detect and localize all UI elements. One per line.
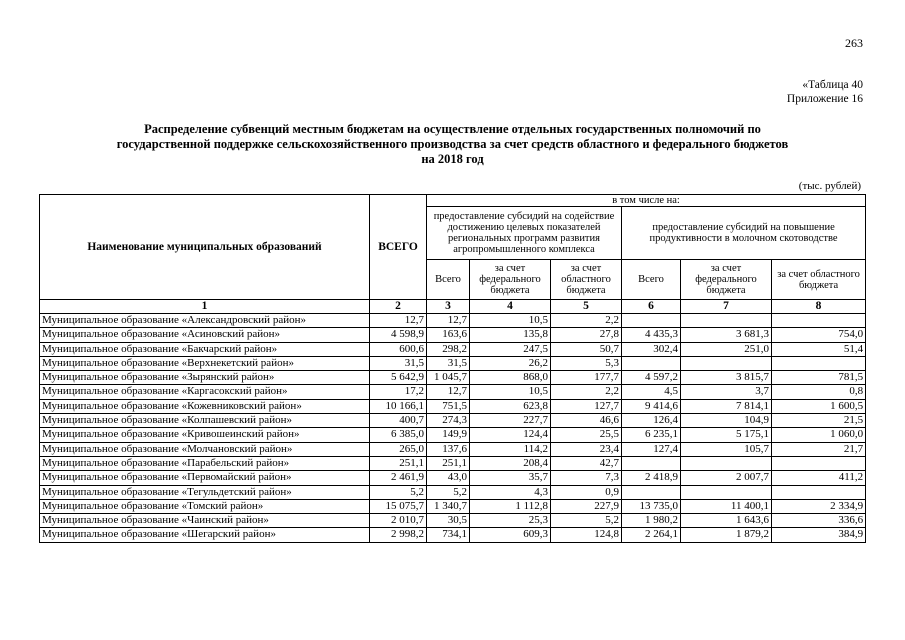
g1-total-cell: 274,3 (427, 414, 470, 428)
total-cell: 12,7 (370, 314, 427, 328)
municipality-name: Муниципальное образование «Тегульдетский район» (40, 485, 370, 499)
table-row (40, 428, 866, 442)
table-row (40, 371, 866, 385)
g1-regional-cell: 177,7 (551, 371, 622, 385)
g1-total-cell: 12,7 (427, 314, 470, 328)
g2-total-cell: 2 264,1 (622, 528, 681, 542)
column-number: 1 (40, 300, 370, 314)
budget-table (39, 194, 866, 543)
g2-regional-cell: 21,7 (772, 442, 866, 456)
g2-federal-cell: 105,7 (681, 442, 772, 456)
g2-total-cell (622, 485, 681, 499)
g1-regional-cell: 5,2 (551, 514, 622, 528)
table-row (40, 385, 866, 399)
municipality-name: Муниципальное образование «Асиновский район» (40, 328, 370, 342)
g1-total-cell: 137,6 (427, 442, 470, 456)
header-including: в том числе на: (427, 195, 866, 207)
g2-federal-cell (681, 485, 772, 499)
header-group-dairy: предоставление субсидий на повышение продуктивности в молочном скотоводстве (622, 207, 866, 260)
header-g2-federal: за счет федерального бюджета (681, 260, 772, 300)
g2-federal-cell: 1 879,2 (681, 528, 772, 542)
column-number: 7 (681, 300, 772, 314)
g1-total-cell: 5,2 (427, 485, 470, 499)
g1-regional-cell: 7,3 (551, 471, 622, 485)
g2-total-cell (622, 456, 681, 470)
g2-federal-cell: 3 815,7 (681, 371, 772, 385)
g2-regional-cell (772, 356, 866, 370)
table-number: «Таблица 40 (802, 79, 863, 91)
g2-total-cell: 4 435,3 (622, 328, 681, 342)
table-row (40, 514, 866, 528)
municipality-name: Муниципальное образование «Шегарский район» (40, 528, 370, 542)
total-cell: 265,0 (370, 442, 427, 456)
title-line-1: Распределение субвенций местным бюджетам на осуществление отдельных государственных полномочий по (144, 122, 761, 136)
total-cell: 6 385,0 (370, 428, 427, 442)
g2-regional-cell: 336,6 (772, 514, 866, 528)
g1-total-cell: 149,9 (427, 428, 470, 442)
total-cell: 31,5 (370, 356, 427, 370)
table-row (40, 499, 866, 513)
g2-federal-cell: 5 175,1 (681, 428, 772, 442)
table-row (40, 456, 866, 470)
header-g2-total: Всего (622, 260, 681, 300)
g1-total-cell: 30,5 (427, 514, 470, 528)
g2-federal-cell (681, 456, 772, 470)
g2-federal-cell: 3 681,3 (681, 328, 772, 342)
g1-total-cell: 43,0 (427, 471, 470, 485)
g2-total-cell: 4 597,2 (622, 371, 681, 385)
header-g1-total: Всего (427, 260, 470, 300)
g1-regional-cell: 50,7 (551, 342, 622, 356)
g1-federal-cell: 10,5 (470, 314, 551, 328)
municipality-name: Муниципальное образование «Молчановский район» (40, 442, 370, 456)
g1-federal-cell: 208,4 (470, 456, 551, 470)
total-cell: 17,2 (370, 385, 427, 399)
table-row (40, 342, 866, 356)
g2-regional-cell: 411,2 (772, 471, 866, 485)
g1-federal-cell: 868,0 (470, 371, 551, 385)
table-row (40, 399, 866, 413)
column-number: 4 (470, 300, 551, 314)
g2-federal-cell: 1 643,6 (681, 514, 772, 528)
g1-federal-cell: 1 112,8 (470, 499, 551, 513)
g1-federal-cell: 10,5 (470, 385, 551, 399)
total-cell: 15 075,7 (370, 499, 427, 513)
municipality-name: Муниципальное образование «Парабельский район» (40, 456, 370, 470)
table-row (40, 414, 866, 428)
column-number: 5 (551, 300, 622, 314)
g1-federal-cell: 623,8 (470, 399, 551, 413)
g1-regional-cell: 25,5 (551, 428, 622, 442)
g2-regional-cell: 754,0 (772, 328, 866, 342)
g1-regional-cell: 42,7 (551, 456, 622, 470)
page-number: 263 (845, 36, 863, 50)
total-cell: 400,7 (370, 414, 427, 428)
g2-federal-cell: 104,9 (681, 414, 772, 428)
g2-total-cell (622, 314, 681, 328)
table-row (40, 314, 866, 328)
total-cell: 600,6 (370, 342, 427, 356)
column-number: 3 (427, 300, 470, 314)
g2-federal-cell (681, 314, 772, 328)
g1-regional-cell: 23,4 (551, 442, 622, 456)
g2-regional-cell: 0,8 (772, 385, 866, 399)
g1-total-cell: 163,6 (427, 328, 470, 342)
g1-federal-cell: 35,7 (470, 471, 551, 485)
g1-federal-cell: 114,2 (470, 442, 551, 456)
title-line-2: государственной поддержке сельскохозяйственного производства за счет средств областного и федерального бюджетов (116, 137, 789, 151)
g2-total-cell: 2 418,9 (622, 471, 681, 485)
g1-regional-cell: 127,7 (551, 399, 622, 413)
g1-federal-cell: 609,3 (470, 528, 551, 542)
g2-total-cell: 4,5 (622, 385, 681, 399)
g2-total-cell (622, 356, 681, 370)
municipality-name: Муниципальное образование «Каргасокский район» (40, 385, 370, 399)
g2-federal-cell (681, 356, 772, 370)
g1-federal-cell: 247,5 (470, 342, 551, 356)
document-title (60, 122, 845, 167)
column-number: 2 (370, 300, 427, 314)
table-row (40, 356, 866, 370)
g1-federal-cell: 4,3 (470, 485, 551, 499)
municipality-name: Муниципальное образование «Чаинский район» (40, 514, 370, 528)
g1-total-cell: 1 045,7 (427, 371, 470, 385)
g1-regional-cell: 46,6 (551, 414, 622, 428)
g1-regional-cell: 124,8 (551, 528, 622, 542)
header-g1-regional: за счет областного бюджета (551, 260, 622, 300)
table-body (40, 314, 866, 543)
g2-regional-cell: 384,9 (772, 528, 866, 542)
g2-total-cell: 302,4 (622, 342, 681, 356)
g1-federal-cell: 26,2 (470, 356, 551, 370)
header-group-agro-programs: предоставление субсидий на содействие достижению целевых показателей региональных программ развития агропромышленного комплекса (427, 207, 622, 260)
table-row (40, 328, 866, 342)
g2-regional-cell: 1 060,0 (772, 428, 866, 442)
total-cell: 10 166,1 (370, 399, 427, 413)
g2-regional-cell (772, 485, 866, 499)
municipality-name: Муниципальное образование «Александровский район» (40, 314, 370, 328)
g1-regional-cell: 2,2 (551, 314, 622, 328)
g2-total-cell: 13 735,0 (622, 499, 681, 513)
g2-regional-cell: 2 334,9 (772, 499, 866, 513)
g2-total-cell: 6 235,1 (622, 428, 681, 442)
municipality-name: Муниципальное образование «Верхнекетский район» (40, 356, 370, 370)
g1-regional-cell: 227,9 (551, 499, 622, 513)
g1-regional-cell: 0,9 (551, 485, 622, 499)
g1-federal-cell: 135,8 (470, 328, 551, 342)
g1-total-cell: 734,1 (427, 528, 470, 542)
header-g1-federal: за счет федерального бюджета (470, 260, 551, 300)
g2-federal-cell: 2 007,7 (681, 471, 772, 485)
appendix-caption (787, 78, 863, 106)
total-cell: 251,1 (370, 456, 427, 470)
total-cell: 5 642,9 (370, 371, 427, 385)
g1-total-cell: 31,5 (427, 356, 470, 370)
units-label: (тыс. рублей) (798, 180, 861, 192)
column-number: 8 (772, 300, 866, 314)
table-row (40, 485, 866, 499)
table-row (40, 471, 866, 485)
column-number: 6 (622, 300, 681, 314)
municipality-name: Муниципальное образование «Бакчарский район» (40, 342, 370, 356)
g1-regional-cell: 27,8 (551, 328, 622, 342)
header-g2-regional: за счет областного бюджета (772, 260, 866, 300)
g2-total-cell: 1 980,2 (622, 514, 681, 528)
total-cell: 2 461,9 (370, 471, 427, 485)
g1-total-cell: 12,7 (427, 385, 470, 399)
g2-regional-cell: 21,5 (772, 414, 866, 428)
g2-total-cell: 9 414,6 (622, 399, 681, 413)
g1-regional-cell: 2,2 (551, 385, 622, 399)
g1-federal-cell: 124,4 (470, 428, 551, 442)
g2-federal-cell: 11 400,1 (681, 499, 772, 513)
g2-regional-cell (772, 456, 866, 470)
municipality-name: Муниципальное образование «Кожевниковский район» (40, 399, 370, 413)
g2-regional-cell: 51,4 (772, 342, 866, 356)
municipality-name: Муниципальное образование «Зырянский район» (40, 371, 370, 385)
total-cell: 4 598,9 (370, 328, 427, 342)
g2-federal-cell: 251,0 (681, 342, 772, 356)
g2-regional-cell: 1 600,5 (772, 399, 866, 413)
g2-regional-cell (772, 314, 866, 328)
g1-federal-cell: 25,3 (470, 514, 551, 528)
g2-federal-cell: 3,7 (681, 385, 772, 399)
municipality-name: Муниципальное образование «Колпашевский район» (40, 414, 370, 428)
total-cell: 2 010,7 (370, 514, 427, 528)
g2-total-cell: 127,4 (622, 442, 681, 456)
header-total: ВСЕГО (370, 195, 427, 300)
g1-federal-cell: 227,7 (470, 414, 551, 428)
appendix-number: Приложение 16 (786, 93, 863, 105)
g2-regional-cell: 781,5 (772, 371, 866, 385)
g1-total-cell: 1 340,7 (427, 499, 470, 513)
g2-total-cell: 126,4 (622, 414, 681, 428)
table-row (40, 528, 866, 542)
title-line-3: на 2018 год (421, 152, 484, 166)
g2-federal-cell: 7 814,1 (681, 399, 772, 413)
municipality-name: Муниципальное образование «Кривошеинский район» (40, 428, 370, 442)
header-name: Наименование муниципальных образований (40, 195, 370, 300)
total-cell: 2 998,2 (370, 528, 427, 542)
municipality-name: Муниципальное образование «Томский район» (40, 499, 370, 513)
municipality-name: Муниципальное образование «Первомайский район» (40, 471, 370, 485)
total-cell: 5,2 (370, 485, 427, 499)
g1-total-cell: 751,5 (427, 399, 470, 413)
g1-total-cell: 251,1 (427, 456, 470, 470)
g1-total-cell: 298,2 (427, 342, 470, 356)
g1-regional-cell: 5,3 (551, 356, 622, 370)
table-row (40, 442, 866, 456)
